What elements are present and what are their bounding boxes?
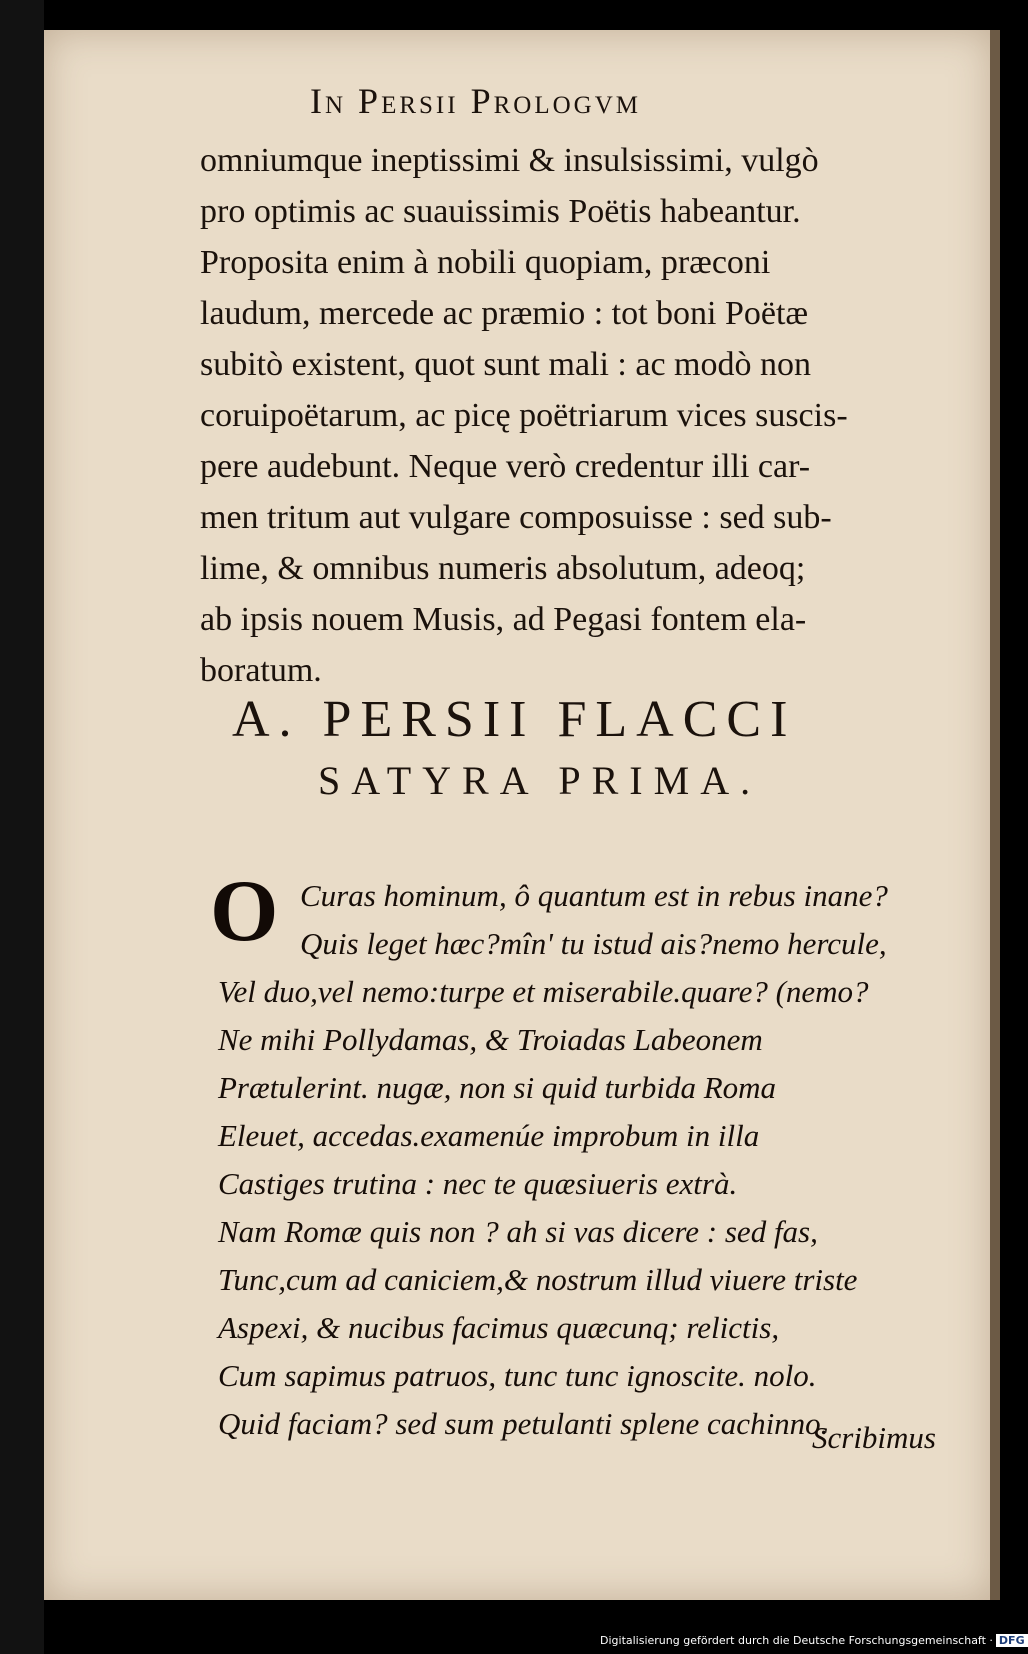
prose-line: omniumque ineptissimi & insulsissimi, vulgò — [200, 142, 819, 179]
prose-line: coruipoëtarum, ac picę poëtriarum vices suscis- — [200, 397, 848, 434]
verse-line: Ne mihi Pollydamas, & Troiadas Labeonem — [218, 1022, 763, 1057]
verse-line: Cum sapimus patruos, tunc tunc ignoscite. nolo. — [218, 1358, 817, 1393]
verse-line: Vel duo,vel nemo:turpe et miserabile.quare? (nemo? — [218, 974, 869, 1009]
drop-cap-initial: O — [210, 863, 279, 960]
verse-line: Quis leget hæc?mîn' tu istud ais?nemo hercule, — [300, 926, 887, 961]
prose-line: men tritum aut vulgare composuisse : sed sub- — [200, 499, 832, 536]
page-edge — [990, 30, 1000, 1600]
verse-line: Eleuet, accedas.examenúe improbum in illa — [218, 1118, 760, 1153]
verse-line: Castiges trutina : nec te quæsiueris extrà. — [218, 1166, 738, 1201]
prose-line: Proposita enim à nobili quopiam, præconi — [200, 244, 771, 281]
verse-line: Tunc,cum ad caniciem,& nostrum illud viuere triste — [218, 1262, 858, 1297]
prose-line: boratum. — [200, 652, 322, 689]
prose-line: lime, & omnibus numeris absolutum, adeoq; — [200, 550, 806, 587]
prose-line: ab ipsis nouem Musis, ad Pegasi fontem ela- — [200, 601, 807, 638]
prose-line: pere audebunt. Neque verò credentur illi car- — [200, 448, 811, 485]
scan-gutter — [0, 0, 44, 1654]
section-subtitle: SATYRA PRIMA. — [318, 758, 762, 803]
running-header: In Persii Prologvm — [310, 81, 641, 121]
verse-line: Nam Romæ quis non ? ah si vas dicere : sed fas, — [218, 1214, 818, 1249]
section-title: A. PERSII FLACCI — [232, 691, 797, 748]
catchword: Scribimus — [812, 1420, 936, 1455]
prose-block — [200, 135, 940, 696]
prose-line: subitò existent, quot sunt mali : ac modò non — [200, 346, 812, 383]
digitization-credit — [600, 1634, 1025, 1654]
verse-line: Aspexi, & nucibus facimus quæcunq; relictis, — [218, 1310, 780, 1345]
credit-text: Digitalisierung gefördert durch die Deutsche Forschungsgemeinschaft · — [600, 1634, 993, 1647]
dfg-logo: DFG — [996, 1634, 1028, 1647]
prose-line: laudum, mercede ac præmio : tot boni Poëtæ — [200, 295, 809, 332]
verse-line: Prætulerint. nugæ, non si quid turbida Roma — [218, 1070, 777, 1105]
verse-block — [218, 872, 958, 1448]
verse-line: Curas hominum, ô quantum est in rebus inane? — [300, 878, 888, 913]
prose-line: pro optimis ac suauissimis Poëtis habeantur. — [200, 193, 801, 230]
verse-line: Quid faciam? sed sum petulanti splene cachinno. — [218, 1406, 829, 1441]
